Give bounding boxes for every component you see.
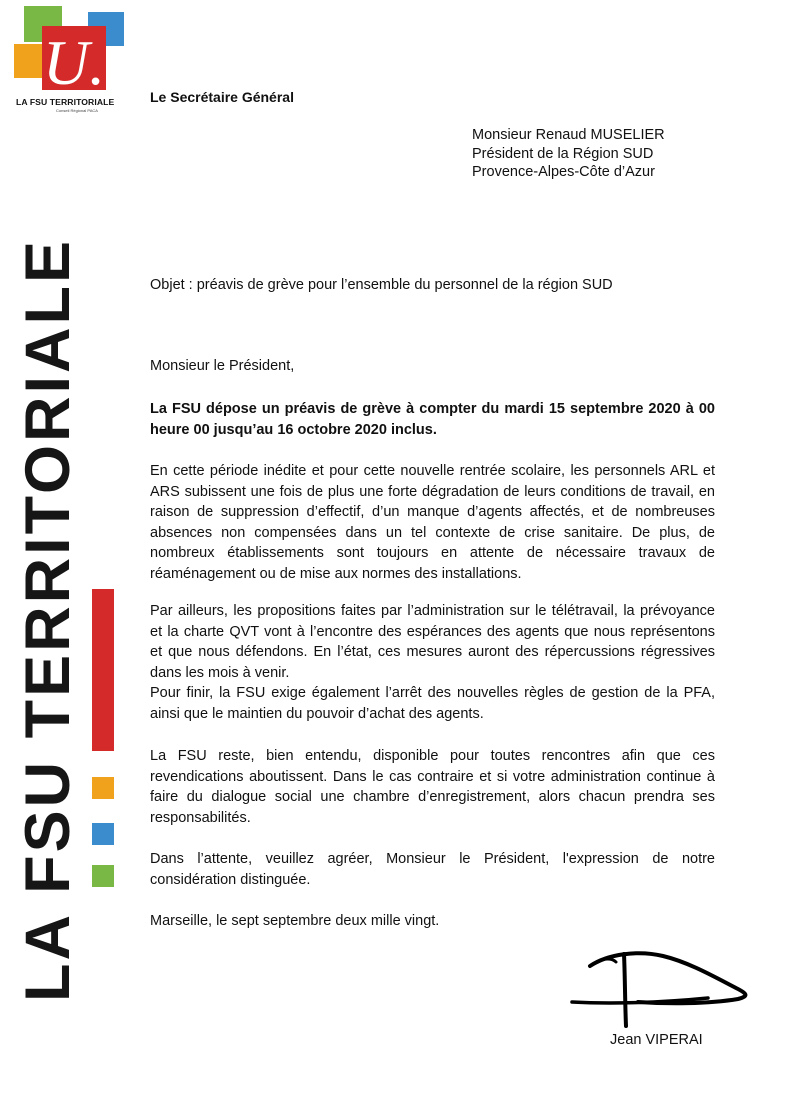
body-paragraph: Pour finir, la FSU exige également l’arrêt des nouvelles règles de gestion de la PFA, ainsi que le maintien du pouvoir d’achat des agents. [150, 685, 715, 722]
fsu-logo [14, 6, 126, 113]
banner-blue-square [92, 823, 114, 845]
recipient-region: Provence-Alpes-Côte d’Azur [472, 164, 655, 180]
signer-name: Jean VIPERAI [610, 1032, 703, 1048]
handwritten-signature [568, 946, 758, 1032]
logo-subtitle: Conseil Régional PACA [56, 108, 98, 113]
logo-orange-block [14, 44, 44, 78]
banner-green-square [92, 865, 114, 887]
vertical-banner-text: LA FSU TERRITORIALE [13, 238, 83, 1002]
letter-subject: Objet : préavis de grève pour l’ensemble du personnel de la région SUD [150, 277, 613, 293]
recipient-address [472, 126, 665, 182]
sender-title: Le Secrétaire Général [150, 89, 294, 105]
letter-salutation: Monsieur le Président, [150, 358, 295, 374]
logo-letter: U. [42, 27, 106, 98]
place-date: Marseille, le sept septembre deux mille vingt. [150, 913, 440, 929]
body-paragraph: En cette période inédite et pour cette nouvelle rentrée scolaire, les personnels ARL et ARS subissent une fois de plus une forte dégradation de leurs conditions de travail, en raison de suppression d’effectif, d’un manque d’agents affectés, et de nombreuses absences non compensées dans un tel contexte de crise sanitaire. De plus, de nombreux établissements sont toujours en attente de nécessaire travaux de réaménagement ou de mise aux normes des installations. [150, 463, 715, 582]
logo-name: LA FSU TERRITORIALE [16, 97, 115, 107]
strike-notice-paragraph: La FSU dépose un préavis de grève à compter du mardi 15 septembre 2020 à 00 heure 00 jusqu’au 16 octobre 2020 inclus. [150, 401, 715, 438]
recipient-title: Président de la Région SUD [472, 145, 654, 162]
body-paragraph: La FSU reste, bien entendu, disponible pour toutes rencontres afin que ces revendications aboutissent. Dans le cas contraire et si votre administration continue à faire du dialogue social une chambre d’enregistrement, alors chacun prendra ses responsabilités. [150, 748, 715, 826]
body-paragraph: Par ailleurs, les propositions faites par l’administration sur le télétravail, la prévoyance et la charte QVT vont à l’encontre des espérances des agents que nous représentons et que nous défendons. En l’état, ces mesures auront des répercussions régressives dans les mois à venir. [150, 603, 715, 681]
banner-orange-square [92, 777, 114, 799]
recipient-name: Monsieur Renaud MUSELIER [472, 127, 665, 143]
closing-paragraph: Dans l’attente, veuillez agréer, Monsieur le Président, l'expression de notre considération distinguée. [150, 851, 715, 888]
banner-red-bar [92, 589, 114, 751]
logo-blocks [14, 6, 126, 98]
